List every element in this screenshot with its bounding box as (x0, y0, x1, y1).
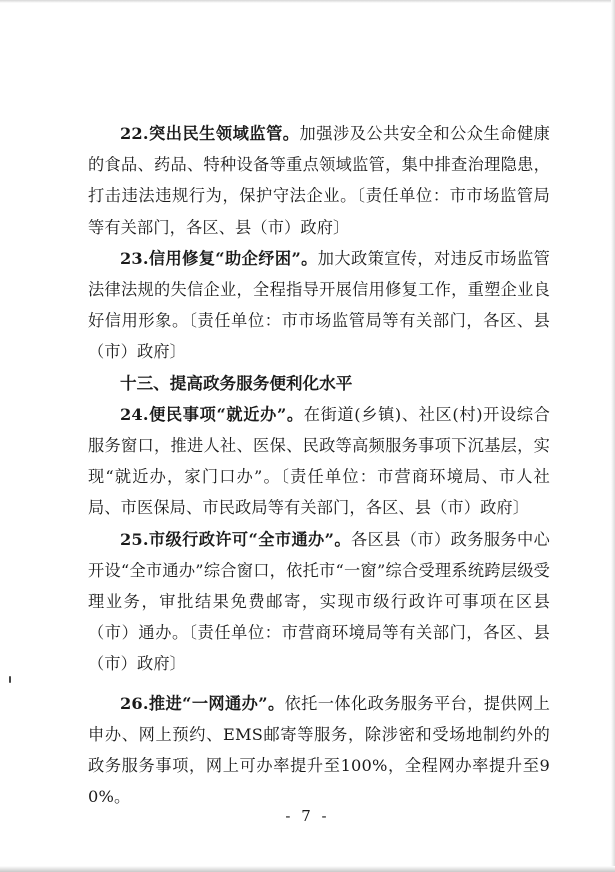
paragraph-22-lead: 22.突出民生领域监管。 (120, 124, 300, 143)
page-number: - 7 - (285, 807, 330, 825)
paragraph-23-body: 加大政策宣传，对违反市场监管法律法规的失信企业，全程指导开展信用修复工作，重塑企业良好信用形象。〔责任单位：市市场监管局等有关部门，各区、县（市）政府〕 (88, 248, 550, 362)
paragraph-26 (88, 688, 550, 813)
scan-edge-bottom (0, 866, 615, 872)
scan-edge-top (0, 0, 615, 3)
paragraph-26-lead: 26.推进“一网通办”。 (120, 693, 285, 713)
section-heading-13: 十三、提高政务服务便利化水平 (120, 373, 353, 393)
scan-edge-right (611, 0, 615, 872)
paragraph-24 (88, 399, 550, 524)
paragraph-23-lead: 23.信用修复“助企纾困”。 (120, 248, 318, 268)
paragraph-24-lead: 24.便民事项“就近办”。 (120, 404, 304, 424)
paragraph-25-lead: 25.市级行政许可“全市通办”。 (120, 529, 351, 549)
paragraph-23 (88, 243, 550, 368)
paragraph-25-body: 各区县（市）政务服务中心开设“全市通办”综合窗口，依托市“一窗”综合受理系统跨层级受理业务，审批结果免费邮寄，实现市级行政许可事项在区县（市）通办。〔责任单位：市营商环境局等有关部门，各区、县（市）政府〕 (88, 529, 550, 674)
scan-speck (9, 676, 11, 683)
document-body (88, 118, 550, 812)
paragraph-26-body: 依托一体化政务服务平台，提供网上申办、网上预约、EMS邮寄等服务，除涉密和受场地制约外的政务服务事项，网上可办率提升至100%，全程网办率提升至90%。 (88, 693, 550, 807)
paragraph-22 (88, 118, 550, 243)
paragraph-22-body: 加强涉及公共安全和公众生命健康的食品、药品、特种设备等重点领域监管，集中排查治理隐患，打击违法违规行为，保护守法企业。〔责任单位：市市场监管局等有关部门，各区、县（市）政府〕 (88, 124, 551, 237)
paragraph-24-body: 在街道(乡镇)、社区(村)开设综合服务窗口，推进人社、医保、民政等高频服务事项下沉基层，实现“就近办，家门口办”。〔责任单位：市营商环境局、市人社局、市医保局、市民政局等有关部门，各区、县（市）政府〕 (88, 404, 551, 518)
paragraph-25 (88, 524, 550, 680)
